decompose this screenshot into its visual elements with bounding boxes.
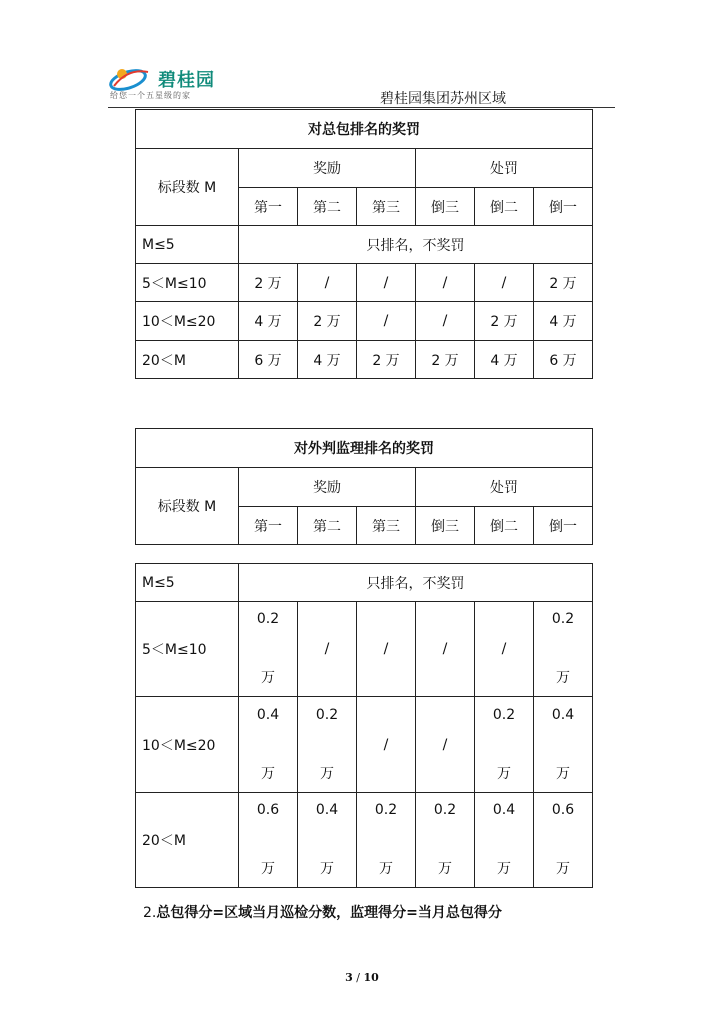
table-row [136, 564, 593, 602]
table-cell: / [298, 602, 357, 697]
table-row [136, 302, 593, 341]
table-cell: 2 万 [298, 302, 357, 341]
table-row [136, 793, 593, 888]
cell-unit: 万 [497, 765, 511, 782]
cell-value: 0.2 [433, 802, 457, 818]
row-label: 10＜M≤20 [136, 302, 239, 341]
cell-value: 0.4 [315, 802, 339, 818]
cell-unit: 万 [438, 861, 452, 877]
cell-unit: 万 [261, 861, 275, 877]
cell-unit: 万 [261, 670, 275, 686]
table-cell: 4 万 [475, 341, 534, 379]
col-header: 第三 [357, 188, 416, 226]
col-header: 第一 [239, 188, 298, 226]
logo-slogan: 给您一个五星级的家 [110, 91, 191, 100]
table-cell [239, 602, 298, 697]
cell-value: 0.4 [492, 802, 516, 818]
cell-value: 0.2 [256, 611, 280, 627]
table-cell [357, 793, 416, 888]
col-header: 第三 [357, 507, 416, 545]
table-cell [239, 697, 298, 793]
row-header-cell: 标段数 M [136, 149, 239, 226]
penalty-header: 处罚 [416, 149, 593, 188]
header-title: 碧桂园集团苏州区域 [380, 91, 506, 107]
cell-value: 0.2 [315, 706, 339, 723]
table-cell [534, 793, 593, 888]
merged-cell: 只排名，不奖罚 [239, 564, 593, 602]
table-cell: / [416, 302, 475, 341]
col-header: 第二 [298, 507, 357, 545]
col-header: 倒一 [534, 507, 593, 545]
cell-unit: 万 [556, 670, 570, 686]
supervisor-ranking-body-table [135, 563, 593, 888]
table-row [136, 602, 593, 697]
cell-value: 0.6 [551, 802, 575, 818]
row-label: M≤5 [136, 226, 239, 264]
row-label: 20＜M [136, 341, 239, 379]
row-label: 10＜M≤20 [136, 697, 239, 793]
table-cell: 2 万 [357, 341, 416, 379]
table-cell: / [416, 264, 475, 302]
table-title: 对总包排名的奖罚 [136, 110, 593, 149]
table-cell [534, 697, 593, 793]
table-cell: / [416, 697, 475, 793]
table-row [136, 697, 593, 793]
table-cell: 4 万 [239, 302, 298, 341]
supervisor-ranking-header-table [135, 428, 593, 545]
table-cell: / [298, 264, 357, 302]
col-header: 倒二 [475, 507, 534, 545]
cell-unit: 万 [261, 765, 275, 782]
reward-header: 奖励 [239, 149, 416, 188]
row-label: 5＜M≤10 [136, 264, 239, 302]
logo-brand-text: 碧桂园 [158, 70, 215, 91]
cell-unit: 万 [556, 861, 570, 877]
table-row [136, 226, 593, 264]
row-label: 20＜M [136, 793, 239, 888]
scoring-note [143, 902, 502, 922]
table-cell [298, 697, 357, 793]
note-text: 总包得分=区域当月巡检分数，监理得分=当月总包得分 [156, 905, 502, 921]
table-cell: 2 万 [475, 302, 534, 341]
header-divider [108, 107, 615, 108]
col-header: 倒二 [475, 188, 534, 226]
table-row [136, 341, 593, 379]
cell-unit: 万 [556, 765, 570, 782]
col-header: 倒三 [416, 188, 475, 226]
table-cell: / [357, 302, 416, 341]
table-row [136, 264, 593, 302]
cell-value: 0.4 [256, 706, 280, 723]
cell-unit: 万 [320, 861, 334, 877]
col-header: 第二 [298, 188, 357, 226]
table-title: 对外判监理排名的奖罚 [136, 429, 593, 468]
cell-value: 0.4 [551, 706, 575, 723]
table-cell [416, 793, 475, 888]
table-cell [475, 697, 534, 793]
row-header-cell: 标段数 M [136, 468, 239, 545]
col-header: 倒三 [416, 507, 475, 545]
row-label: 5＜M≤10 [136, 602, 239, 697]
table-cell: 6 万 [534, 341, 593, 379]
table-cell: / [416, 602, 475, 697]
table-cell [475, 793, 534, 888]
table-cell: / [357, 264, 416, 302]
table-cell: / [475, 602, 534, 697]
page-number: 3 / 10 [345, 971, 379, 984]
col-header: 第一 [239, 507, 298, 545]
cell-unit: 万 [497, 861, 511, 877]
cell-value: 0.2 [374, 802, 398, 818]
cell-value: 0.2 [551, 611, 575, 627]
table-cell: 2 万 [416, 341, 475, 379]
row-label: M≤5 [136, 564, 239, 602]
table-cell: / [357, 697, 416, 793]
penalty-header: 处罚 [416, 468, 593, 507]
table-cell [534, 602, 593, 697]
table-cell: 4 万 [298, 341, 357, 379]
reward-header: 奖励 [239, 468, 416, 507]
table-cell: / [357, 602, 416, 697]
table-cell: 2 万 [239, 264, 298, 302]
table-cell [239, 793, 298, 888]
cell-unit: 万 [379, 861, 393, 877]
cell-value: 0.6 [256, 802, 280, 818]
table-cell [298, 793, 357, 888]
table-cell: 2 万 [534, 264, 593, 302]
total-pages: 10 [363, 971, 379, 984]
cell-value: 0.2 [492, 706, 516, 723]
table-cell: 4 万 [534, 302, 593, 341]
note-number: 2. [143, 905, 157, 921]
current-page: 3 [345, 971, 353, 984]
cell-unit: 万 [320, 765, 334, 782]
merged-cell: 只排名，不奖罚 [239, 226, 593, 264]
table-cell: 6 万 [239, 341, 298, 379]
col-header: 倒一 [534, 188, 593, 226]
company-logo [108, 62, 228, 106]
table-cell: / [475, 264, 534, 302]
contractor-ranking-table [135, 109, 593, 379]
